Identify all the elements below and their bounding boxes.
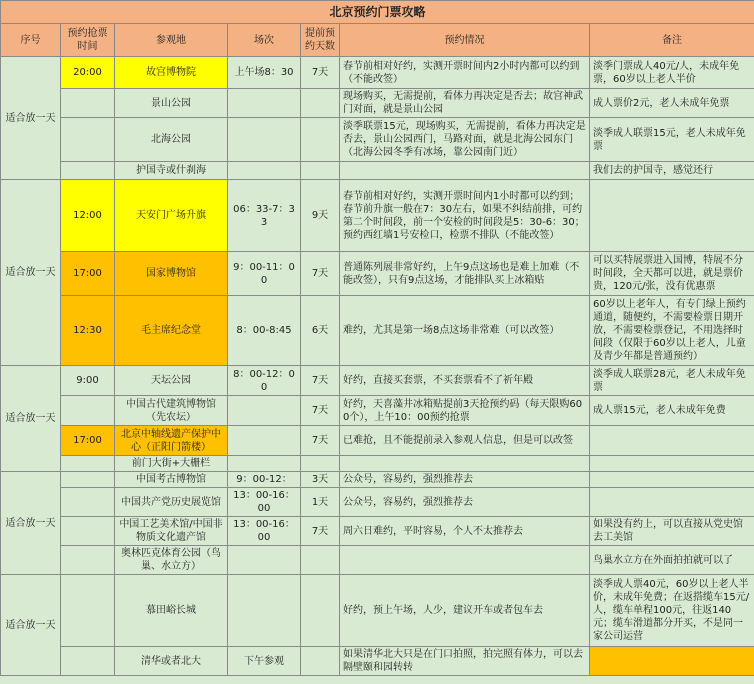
note-cell: 淡季门票成人40元/人，未成年免票，60岁以上老人半价	[590, 57, 754, 89]
session-cell	[228, 546, 301, 575]
situation-cell	[340, 456, 590, 472]
place-cell: 中国共产党历史展览馆	[115, 488, 228, 517]
place-cell: 景山公园	[115, 89, 228, 118]
header-row	[1, 24, 754, 57]
session-cell: 13：00-16：00	[228, 517, 301, 546]
place-cell: 前门大街+大栅栏	[115, 456, 228, 472]
note-cell: 成人票15元，老人未成年免费	[590, 396, 754, 426]
situation-cell: 春节前相对好约，实测开票时间内1小时都可以约到；春节前升旗一般在7：30左右，如果不纠结前排，可约第二个时间段，前一个安检的时间段是5：30-6：30；预约西红墙1号安检口，检票不排队（不能改签）	[340, 180, 590, 252]
note-cell: 可以买特展票进入国博，特展不分时间段，全天都可以进，就是票价贵，120元/张，没有优惠票	[590, 252, 754, 296]
place-cell: 故宫博物院	[115, 57, 228, 89]
place-cell: 天安门广场升旗	[115, 180, 228, 252]
days-cell: 7天	[301, 252, 340, 296]
place-cell: 中国考古博物馆	[115, 472, 228, 488]
time-cell	[61, 472, 115, 488]
table-row	[1, 575, 754, 647]
note-cell	[590, 180, 754, 252]
group-label: 适合放一天	[1, 472, 61, 575]
time-cell: 12:00	[61, 180, 115, 252]
header-note: 备注	[590, 24, 754, 57]
note-cell: 鸟巢水立方在外面拍拍就可以了	[590, 546, 754, 575]
days-cell	[301, 118, 340, 162]
place-cell: 中国工艺美术馆/中国非物质文化遗产馆	[115, 517, 228, 546]
days-cell	[301, 89, 340, 118]
note-cell	[590, 456, 754, 472]
table-row	[1, 517, 754, 546]
table-row	[1, 396, 754, 426]
days-cell: 7天	[301, 57, 340, 89]
situation-cell: 已难抢，且不能提前录入参观人信息，但是可以改签	[340, 426, 590, 456]
group-label: 适合放一天	[1, 366, 61, 472]
note-cell: 淡季成人联票28元，老人未成年免票	[590, 366, 754, 396]
note-cell: 我们去的护国寺，感觉还行	[590, 162, 754, 180]
days-cell: 7天	[301, 396, 340, 426]
time-cell: 17:00	[61, 252, 115, 296]
session-cell	[228, 396, 301, 426]
session-cell: 9：00-12：	[228, 472, 301, 488]
time-cell: 20:00	[61, 57, 115, 89]
place-cell: 奥林匹克体育公园（鸟巢、水立方）	[115, 546, 228, 575]
sheet-title: 北京预约门票攻略	[1, 1, 754, 24]
table-row	[1, 366, 754, 396]
days-cell: 1天	[301, 488, 340, 517]
days-cell: 9天	[301, 180, 340, 252]
place-cell: 北京中轴线遗产保护中心（正阳门箭楼）	[115, 426, 228, 456]
group-label: 适合放一天	[1, 180, 61, 366]
session-cell	[228, 575, 301, 647]
days-cell: 7天	[301, 517, 340, 546]
situation-cell: 公众号，容易约，强烈推荐去	[340, 472, 590, 488]
table-row	[1, 118, 754, 162]
place-cell: 清华或者北大	[115, 647, 228, 676]
table-row	[1, 252, 754, 296]
place-cell: 国家博物馆	[115, 252, 228, 296]
note-cell	[590, 647, 754, 676]
table-row	[1, 89, 754, 118]
note-cell: 60岁以上老年人，有专门绿上预约通道，随便约，不需要检票日期开放，不需要检票登记，不用选择时间段（仅限于60岁以上老人，儿童及青少年都是普通预约）	[590, 296, 754, 366]
time-cell	[61, 488, 115, 517]
title-row	[1, 1, 754, 24]
days-cell: 7天	[301, 426, 340, 456]
time-cell	[61, 546, 115, 575]
time-cell	[61, 456, 115, 472]
days-cell: 7天	[301, 366, 340, 396]
time-cell: 12:30	[61, 296, 115, 366]
note-cell: 淡季成人联票15元，老人未成年免票	[590, 118, 754, 162]
table-row	[1, 488, 754, 517]
header-time: 预约抢票时间	[61, 24, 115, 57]
header-days: 提前预约天数	[301, 24, 340, 57]
note-cell: 成人票价2元，老人未成年免票	[590, 89, 754, 118]
place-cell: 慕田峪长城	[115, 575, 228, 647]
session-cell	[228, 162, 301, 180]
place-cell: 护国寺或什刹海	[115, 162, 228, 180]
session-cell: 06：33-7：33	[228, 180, 301, 252]
table-row	[1, 296, 754, 366]
situation-cell: 公众号，容易约，强烈推荐去	[340, 488, 590, 517]
days-cell: 6天	[301, 296, 340, 366]
table-row	[1, 180, 754, 252]
time-cell	[61, 517, 115, 546]
header-session: 场次	[228, 24, 301, 57]
time-cell	[61, 162, 115, 180]
situation-cell: 现场购买，无需提前，看体力再决定是否去；故宫神武门对面，就是景山公园	[340, 89, 590, 118]
table-row	[1, 162, 754, 180]
table-row	[1, 546, 754, 575]
situation-cell	[340, 162, 590, 180]
session-cell: 上午场8：30	[228, 57, 301, 89]
session-cell: 8：00-8:45	[228, 296, 301, 366]
situation-cell	[340, 546, 590, 575]
days-cell: 3天	[301, 472, 340, 488]
session-cell	[228, 118, 301, 162]
table-row	[1, 647, 754, 676]
session-cell: 13：00-16：00	[228, 488, 301, 517]
situation-cell: 淡季联票15元，现场购买，无需提前，看体力再决定是否去，景山公园西门，马路对面，就是北海公园东门（北海公园冬季有冰场，靠公园南门近）	[340, 118, 590, 162]
session-cell: 8：00-12：00	[228, 366, 301, 396]
note-cell: 淡季成人票40元，60岁以上老人半价，未成年免费；在返搭缆车15元/人，缆车单程100元，往返140元；缆车滑道都分开买，不是同一家公司运营	[590, 575, 754, 647]
table-row	[1, 472, 754, 488]
situation-cell: 周六日难约，平时容易，个人不太推荐去	[340, 517, 590, 546]
time-cell	[61, 647, 115, 676]
note-cell	[590, 488, 754, 517]
situation-cell: 好约，天喜藻井冰箱贴提前3天抢预约码（每天限购600个），上午10：00预约抢票	[340, 396, 590, 426]
days-cell	[301, 162, 340, 180]
situation-cell: 春节前相对好约，实测开票时间内2小时内都可以约到（不能改签）	[340, 57, 590, 89]
situation-cell: 如果清华北大只是在门口拍照，拍完照有体力，可以去隔壁颐和园转转	[340, 647, 590, 676]
situation-cell: 好约，预上午场，人少，建议开车或者包车去	[340, 575, 590, 647]
days-cell	[301, 546, 340, 575]
table-row	[1, 426, 754, 456]
session-cell	[228, 89, 301, 118]
situation-cell: 难约，尤其是第一场8点这场非常难（可以改签）	[340, 296, 590, 366]
time-cell: 9:00	[61, 366, 115, 396]
session-cell	[228, 426, 301, 456]
session-cell	[228, 456, 301, 472]
session-cell: 9：00-11：00	[228, 252, 301, 296]
days-cell	[301, 647, 340, 676]
days-cell	[301, 456, 340, 472]
table-row	[1, 456, 754, 472]
note-cell	[590, 426, 754, 456]
time-cell	[61, 575, 115, 647]
place-cell: 天坛公园	[115, 366, 228, 396]
situation-cell: 好约，直接买套票，不买套票看不了祈年殿	[340, 366, 590, 396]
header-place: 参观地	[115, 24, 228, 57]
place-cell: 毛主席纪念堂	[115, 296, 228, 366]
time-cell: 17:00	[61, 426, 115, 456]
place-cell: 中国古代建筑博物馆（先农坛）	[115, 396, 228, 426]
time-cell	[61, 118, 115, 162]
table-row	[1, 57, 754, 89]
time-cell	[61, 396, 115, 426]
place-cell: 北海公园	[115, 118, 228, 162]
header-index: 序号	[1, 24, 61, 57]
group-label: 适合放一天	[1, 57, 61, 180]
header-situation: 预约情况	[340, 24, 590, 57]
group-label: 适合放一天	[1, 575, 61, 676]
note-cell	[590, 472, 754, 488]
session-cell: 下午参观	[228, 647, 301, 676]
note-cell: 如果没有约上，可以直接从党史馆去工美馆	[590, 517, 754, 546]
situation-cell: 普通陈列展非常好约，上午9点这场也是难上加难（不能改签），只有9点这场，才能排队买上冰箱贴	[340, 252, 590, 296]
days-cell	[301, 575, 340, 647]
time-cell	[61, 89, 115, 118]
